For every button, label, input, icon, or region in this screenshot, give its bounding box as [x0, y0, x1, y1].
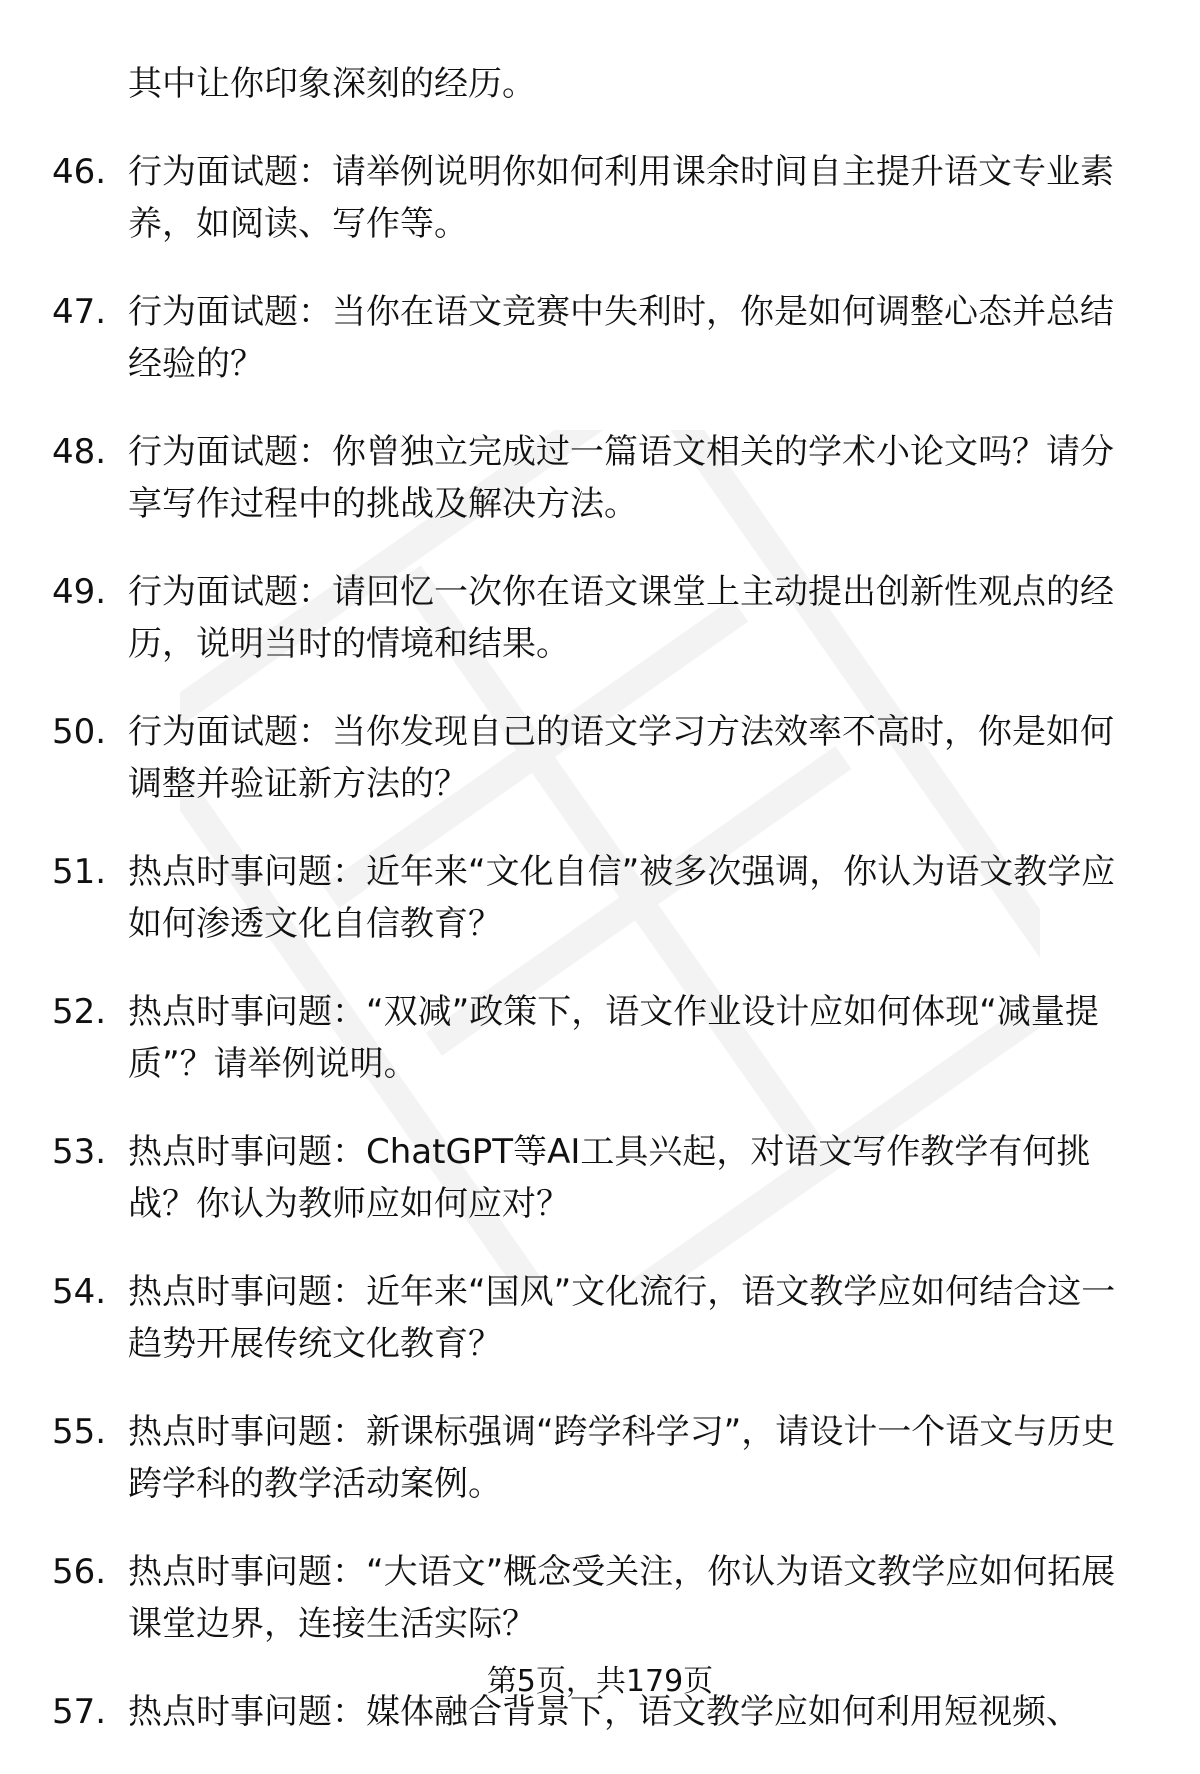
- list-item: [0, 986, 1200, 1090]
- item-number: 47.: [52, 292, 107, 332]
- list-item: [0, 1126, 1200, 1230]
- item-text: 热点时事问题：近年来“文化自信”被多次强调，你认为语文教学应如何渗透文化自信教育？: [128, 852, 1116, 944]
- question-list: [0, 58, 1200, 1774]
- list-item: [0, 566, 1200, 670]
- list-item: [0, 1266, 1200, 1370]
- item-text: 热点时事问题：媒体融合背景下，语文教学应如何利用短视频、: [128, 1692, 1080, 1732]
- item-number: 55.: [52, 1412, 107, 1452]
- item-text: 行为面试题：当你发现自己的语文学习方法效率不高时，你是如何调整并验证新方法的？: [128, 712, 1114, 804]
- item-number: 57.: [52, 1692, 107, 1732]
- item-number: 51.: [52, 852, 107, 892]
- item-number: 53.: [52, 1132, 107, 1172]
- item-text: 热点时事问题：新课标强调“跨学科学习”，请设计一个语文与历史跨学科的教学活动案例。: [128, 1412, 1116, 1504]
- item-number: 48.: [52, 432, 107, 472]
- item-number: 49.: [52, 572, 107, 612]
- item-text: 热点时事问题：ChatGPT等AI工具兴起，对语文写作教学有何挑战？你认为教师应如何应对？: [128, 1132, 1091, 1224]
- list-item: [0, 426, 1200, 530]
- item-text: 行为面试题：你曾独立完成过一篇语文相关的学术小论文吗？请分享写作过程中的挑战及解决方法。: [128, 432, 1114, 524]
- list-item: [0, 706, 1200, 810]
- list-item: [0, 1546, 1200, 1650]
- item-text: 行为面试题：当你在语文竞赛中失利时，你是如何调整心态并总结经验的？: [128, 292, 1114, 384]
- item-number: 46.: [52, 152, 107, 192]
- item-text: 行为面试题：请回忆一次你在语文课堂上主动提出创新性观点的经历，说明当时的情境和结果。: [128, 572, 1114, 664]
- list-item: [0, 846, 1200, 950]
- item-text: 行为面试题：请举例说明你如何利用课余时间自主提升语文专业素养，如阅读、写作等。: [128, 152, 1114, 244]
- item-number: 56.: [52, 1552, 107, 1592]
- item-text: 热点时事问题：近年来“国风”文化流行，语文教学应如何结合这一趋势开展传统文化教育？: [128, 1272, 1116, 1364]
- item-text: 热点时事问题：“大语文”概念受关注，你认为语文教学应如何拓展课堂边界，连接生活实际？: [128, 1552, 1116, 1644]
- list-item: [0, 1406, 1200, 1510]
- item-number: 50.: [52, 712, 107, 752]
- list-item: [0, 286, 1200, 390]
- item-text: 热点时事问题：“双减”政策下，语文作业设计应如何体现“减量提质”？请举例说明。: [128, 992, 1099, 1084]
- page-footer: 第5页，共179页: [486, 1664, 714, 1699]
- list-item: [0, 146, 1200, 250]
- item-number: 54.: [52, 1272, 107, 1312]
- continued-text: 其中让你印象深刻的经历。: [128, 64, 536, 104]
- item-number: 52.: [52, 992, 107, 1032]
